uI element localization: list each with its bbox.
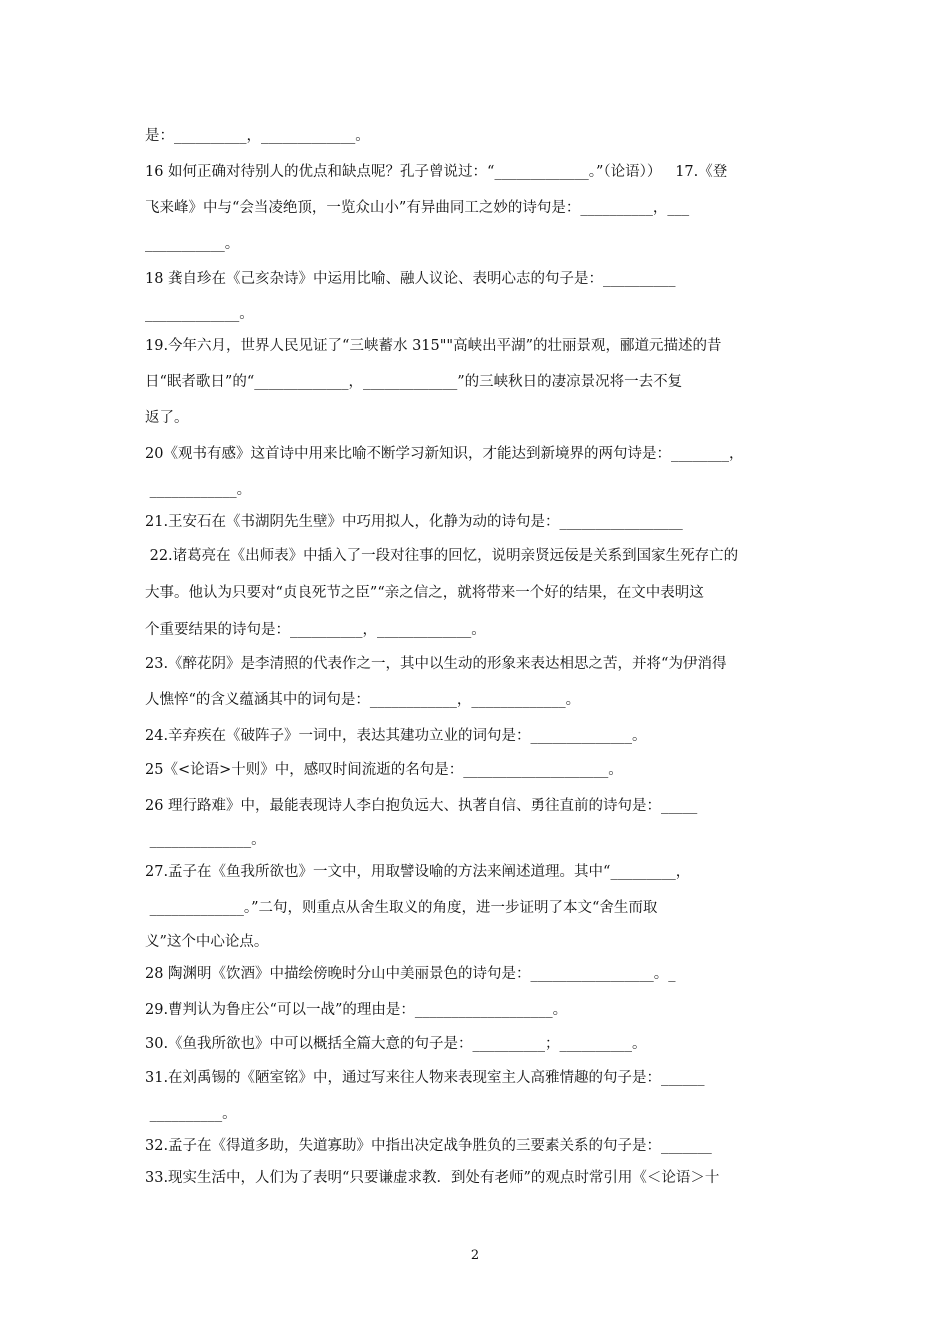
text-line: 25《<论语>十则》中，感叹时间流逝的名句是：____________________。 (145, 762, 623, 778)
text-line: 31.在刘禹锡的《陋室铭》中，通过写来往人物来表现室主人高雅情趣的句子是：______ (145, 1070, 705, 1086)
text-line: 大事。他认为只要对“贞良死节之臣”“亲之信之，就将带来一个好的结果，在文中表明这 (145, 585, 704, 601)
text-line: ______________。 (145, 832, 266, 848)
text-line: 22.诸葛亮在《出师表》中插入了一段对往事的回忆，说明亲贤远佞是关系到国家生死存亡的 (145, 548, 739, 564)
text-line: 飞来峰》中与“会当凌绝顶，一览众山小”有异曲同工之妙的诗句是：__________，___ (145, 200, 690, 216)
text-line: _____________。 (145, 306, 254, 322)
text-line: 27.孟子在《鱼我所欲也》一文中，用取譬设喻的方法来阐述道理。其中“_________， (145, 864, 691, 880)
text-line: 18 龚自珍在《己亥杂诗》中运用比喻、融人议论、表明心志的句子是：__________ (145, 271, 676, 287)
text-line: 义”这个中心论点。 (145, 934, 269, 950)
text-line: 28 陶渊明《饮酒》中描绘傍晚时分山中美丽景色的诗句是：_________________。_ (145, 966, 676, 982)
text-line: 返了。 (145, 410, 189, 426)
text-line: 33.现实生活中，人们为了表明“只要谦虚求教．到处有老师”的观点时常引用《＜论语＞十 (145, 1170, 720, 1186)
text-line: ____________。 (145, 482, 252, 498)
text-line: _____________。”二句，则重点从舍生取义的角度，进一步证明了本文“舍生而取 (145, 900, 658, 916)
text-line: 20《观书有感》这首诗中用来比喻不断学习新知识，才能达到新境界的两句诗是：________， (145, 446, 744, 462)
text-line: 26 理行路难》中，最能表现诗人李白抱负远大、执著自信、勇往直前的诗句是：_____ (145, 798, 698, 814)
text-line: 个重要结果的诗句是：__________，_____________。 (145, 622, 486, 638)
text-line: 是：__________，_____________。 (145, 128, 370, 144)
text-line: __________。 (145, 1106, 237, 1122)
text-line: 23.《醉花阴》是李清照的代表作之一，其中以生动的形象来表达相思之苦，并将“为伊消得 (145, 656, 727, 672)
text-line: 16 如何正确对待别人的优点和缺点呢？孔子曾说过：“_____________。”（论语）） 17.《登 (145, 164, 728, 180)
text-line: 人憔悴“的含义蕴涵其中的词句是：____________，_____________。 (145, 692, 581, 708)
page-number: 2 (470, 1248, 480, 1263)
text-line: 24.辛弃疾在《破阵子》一词中，表达其建功立业的词句是：______________。 (145, 728, 647, 744)
text-line: 29.曹判认为鲁庄公“可以一战”的理由是：___________________。 (145, 1002, 568, 1018)
text-line: 32.孟子在《得道多助，失道寡助》中指出决定战争胜负的三要素关系的句子是：_______ (145, 1138, 712, 1154)
text-line: 21.王安石在《书湖阴先生壁》中巧用拟人，化静为动的诗句是：_________________ (145, 514, 683, 530)
text-line: 日“眠者歌日”的“_____________，_____________”的三峡秋日的凄凉景况将一去不复 (145, 374, 683, 390)
text-line: 30.《鱼我所欲也》中可以概括全篇大意的句子是：__________；__________。 (145, 1036, 647, 1052)
text-line: 19.今年六月，世界人民见证了“三峡蓄水 315""高峡出平湖”的壮丽景观，郦道元描述的昔 (145, 338, 722, 354)
text-line: ___________。 (145, 236, 240, 252)
